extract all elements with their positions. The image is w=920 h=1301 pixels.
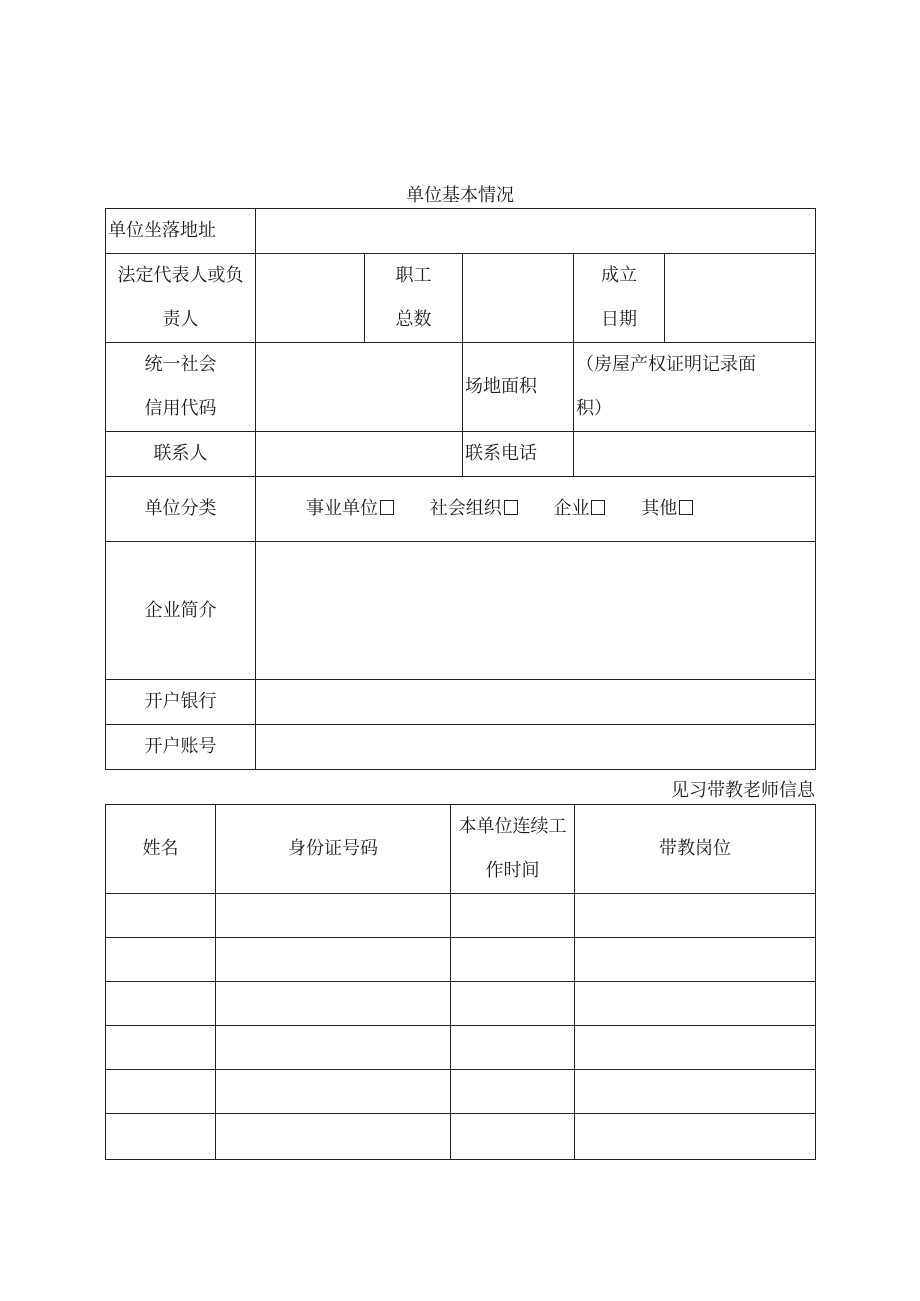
contact-label: 联系人: [106, 432, 256, 477]
address-value[interactable]: [256, 209, 816, 254]
position-cell[interactable]: [575, 1114, 816, 1160]
checkbox-icon[interactable]: [504, 500, 518, 515]
header-position: 带教岗位: [575, 805, 816, 894]
area-note-line1: （房屋产权证明记录面: [576, 354, 756, 375]
unit-info-table: [105, 208, 816, 770]
category-label: 单位分类: [106, 477, 256, 542]
phone-value[interactable]: [574, 432, 816, 477]
mentor-info-table: [105, 804, 816, 1160]
table-row: [106, 1070, 816, 1114]
work-time-cell[interactable]: [451, 982, 575, 1026]
checkbox-icon[interactable]: [591, 500, 605, 515]
header-name: 姓名: [106, 805, 216, 894]
position-cell[interactable]: [575, 938, 816, 982]
name-cell[interactable]: [106, 1070, 216, 1114]
category-option-enterprise[interactable]: 企业: [553, 487, 605, 531]
credit-code-value[interactable]: [256, 343, 463, 432]
account-value[interactable]: [256, 725, 816, 770]
id-number-cell[interactable]: [216, 1070, 451, 1114]
id-number-cell[interactable]: [216, 938, 451, 982]
table-row: [106, 938, 816, 982]
phone-label: 联系电话: [463, 432, 574, 477]
position-cell[interactable]: [575, 1026, 816, 1070]
id-number-cell[interactable]: [216, 982, 451, 1026]
name-cell[interactable]: [106, 1026, 216, 1070]
id-number-cell[interactable]: [216, 1026, 451, 1070]
section-title-unit-info: 单位基本情况: [406, 185, 514, 206]
work-time-cell[interactable]: [451, 1026, 575, 1070]
account-label: 开户账号: [106, 725, 256, 770]
work-time-cell[interactable]: [451, 1070, 575, 1114]
name-cell[interactable]: [106, 938, 216, 982]
staff-count-label: 职工 总数: [365, 254, 463, 343]
intro-value[interactable]: [256, 542, 816, 680]
category-options: [256, 477, 816, 542]
intro-label: 企业简介: [106, 542, 256, 680]
work-time-cell[interactable]: [451, 1114, 575, 1160]
credit-code-label: 统一社会 信用代码: [106, 343, 256, 432]
position-cell[interactable]: [575, 894, 816, 938]
founded-date-label: 成立 日期: [574, 254, 665, 343]
table-row: [106, 982, 816, 1026]
name-cell[interactable]: [106, 1114, 216, 1160]
table-row: [106, 1114, 816, 1160]
checkbox-icon[interactable]: [679, 500, 693, 515]
area-note-line2: 积）: [576, 398, 612, 419]
bank-value[interactable]: [256, 680, 816, 725]
id-number-cell[interactable]: [216, 1114, 451, 1160]
founded-date-value[interactable]: [665, 254, 816, 343]
position-cell[interactable]: [575, 982, 816, 1026]
legal-rep-value[interactable]: [256, 254, 365, 343]
checkbox-icon[interactable]: [380, 500, 394, 515]
name-cell[interactable]: [106, 982, 216, 1026]
staff-count-value[interactable]: [463, 254, 574, 343]
work-time-cell[interactable]: [451, 894, 575, 938]
legal-rep-label: 法定代表人或负 责人: [106, 254, 256, 343]
id-number-cell[interactable]: [216, 894, 451, 938]
work-time-cell[interactable]: [451, 938, 575, 982]
address-label: 单位坐落地址: [106, 209, 256, 254]
table-row: [106, 894, 816, 938]
contact-value[interactable]: [256, 432, 463, 477]
area-label: 场地面积: [463, 343, 574, 432]
table-row: [106, 1026, 816, 1070]
header-work-time: 本单位连续工 作时间: [451, 805, 575, 894]
section-title-mentor-info: 见习带教老师信息: [671, 780, 815, 801]
bank-label: 开户银行: [106, 680, 256, 725]
name-cell[interactable]: [106, 894, 216, 938]
category-option-other[interactable]: 其他: [641, 487, 693, 531]
category-option-social-org[interactable]: 社会组织: [430, 487, 518, 531]
header-id-number: 身份证号码: [216, 805, 451, 894]
category-option-public-institution[interactable]: 事业单位: [306, 487, 394, 531]
area-value[interactable]: [574, 343, 816, 432]
position-cell[interactable]: [575, 1070, 816, 1114]
